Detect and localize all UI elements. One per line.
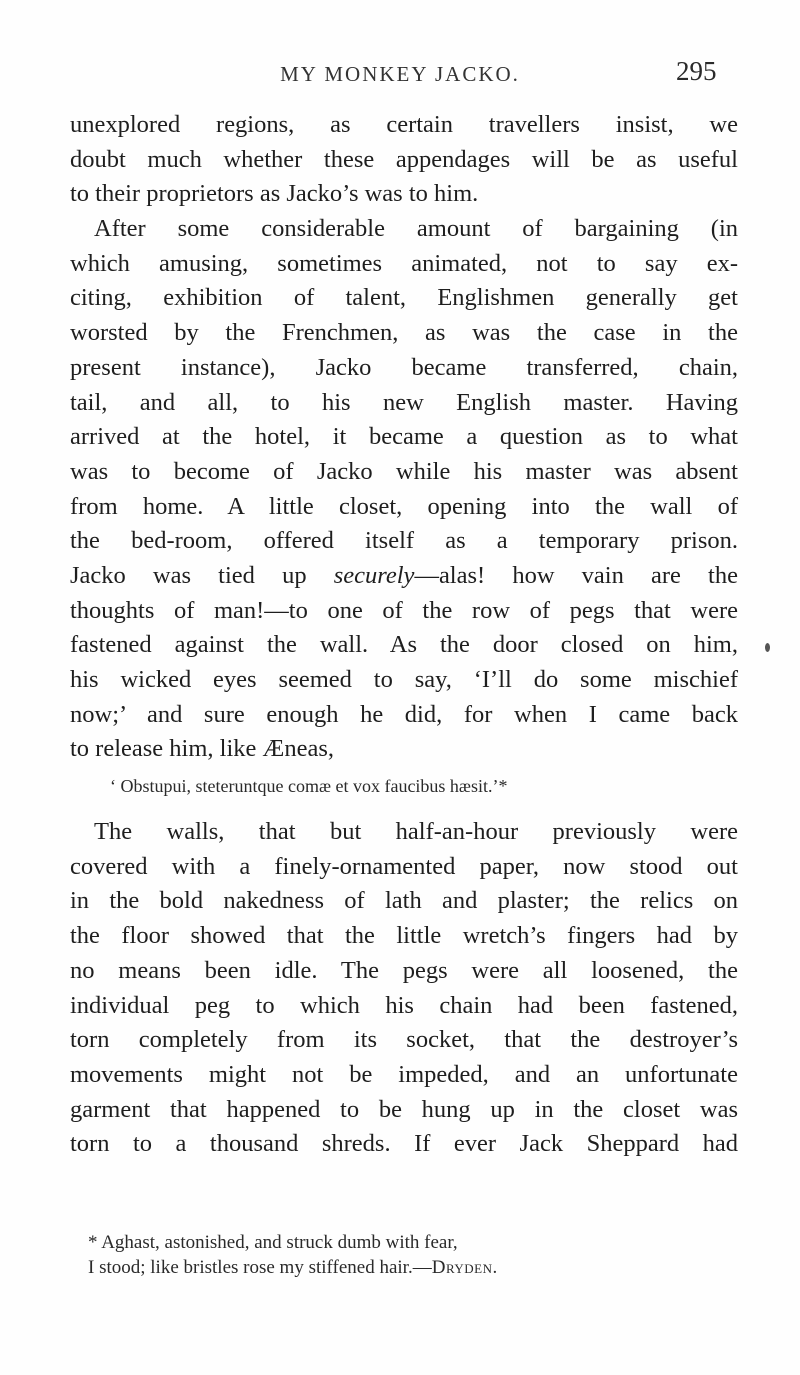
text-line: in the bold nakedness of lath and plaster; the relics on — [70, 887, 738, 915]
footnote-line: * Aghast, astonished, and struck dumb with fear, — [88, 1232, 458, 1253]
text-line: After some considerable amount of bargaining (in — [94, 215, 738, 243]
text-line: movements might not be impeded, and an unfortunate — [70, 1060, 738, 1088]
footnote-text: I stood; like bristles rose my stiffened hair.— — [88, 1257, 432, 1278]
text-segment: Jacko was tied up — [70, 561, 334, 589]
footnote — [88, 1230, 738, 1280]
text-line: was to become of Jacko while his master was absent — [70, 457, 738, 485]
text-line: to their proprietors as Jacko’s was to him. — [70, 180, 479, 208]
text-line: from home. A little closet, opening into the wall of — [70, 492, 738, 520]
text-line: unexplored regions, as certain travellers insist, we — [70, 111, 738, 138]
text-line: no means been idle. The pegs were all loosened, the — [70, 956, 738, 984]
text-segment: —alas! how vain are the — [414, 561, 738, 589]
text-line: doubt much whether these appendages will be as useful — [70, 145, 738, 173]
text-line: covered with a finely-ornamented paper, now stood out — [70, 852, 738, 880]
italic-word: securely — [333, 561, 415, 589]
text-line: individual peg to which his chain had been fastened, — [70, 991, 738, 1019]
text-line: fastened against the wall. As the door closed on him, — [70, 631, 738, 659]
text-line: his wicked eyes seemed to say, ‘I’ll do some mischief — [70, 666, 738, 693]
text-line: torn completely from its socket, that the destroyer’s — [70, 1026, 738, 1054]
text-line: arrived at the hotel, it became a question as to what — [70, 423, 738, 451]
text-line-mixed — [70, 559, 738, 594]
footnote-attribution: Dryden. — [431, 1257, 498, 1278]
text-line: which amusing, sometimes animated, not to say ex- — [70, 249, 738, 277]
text-line: to release him, like Æneas, — [70, 735, 334, 763]
text-line: thoughts of man!—to one of the row of pegs that were — [70, 596, 738, 624]
latin-quotation: ‘ Obstupui, steteruntque comæ et vox faucibus hæsit.’* — [110, 776, 508, 797]
text-line: garment that happened to be hung up in the closet was — [70, 1095, 738, 1123]
text-line: the floor showed that the little wretch’s fingers had by — [70, 922, 738, 950]
text-line: present instance), Jacko became transferred, chain, — [70, 353, 738, 381]
main-text — [70, 108, 738, 1162]
text-line: torn to a thousand shreds. If ever Jack Sheppard had — [70, 1130, 738, 1158]
footnote-line — [88, 1255, 738, 1280]
text-line: the bed-room, offered itself as a temporary prison. — [70, 527, 738, 555]
page-number: 295 — [676, 56, 717, 86]
text-line: worsted by the Frenchmen, as was the case in the — [70, 319, 738, 347]
text-line: citing, exhibition of talent, Englishmen generally get — [70, 284, 738, 312]
running-title: MY MONKEY JACKO. — [280, 62, 520, 86]
text-line: now;’ and sure enough he did, for when I came back — [70, 700, 738, 728]
margin-mark — [765, 643, 770, 652]
text-line: The walls, that but half-an-hour previously were — [94, 818, 738, 846]
text-line: tail, and all, to his new English master. Having — [70, 388, 738, 416]
